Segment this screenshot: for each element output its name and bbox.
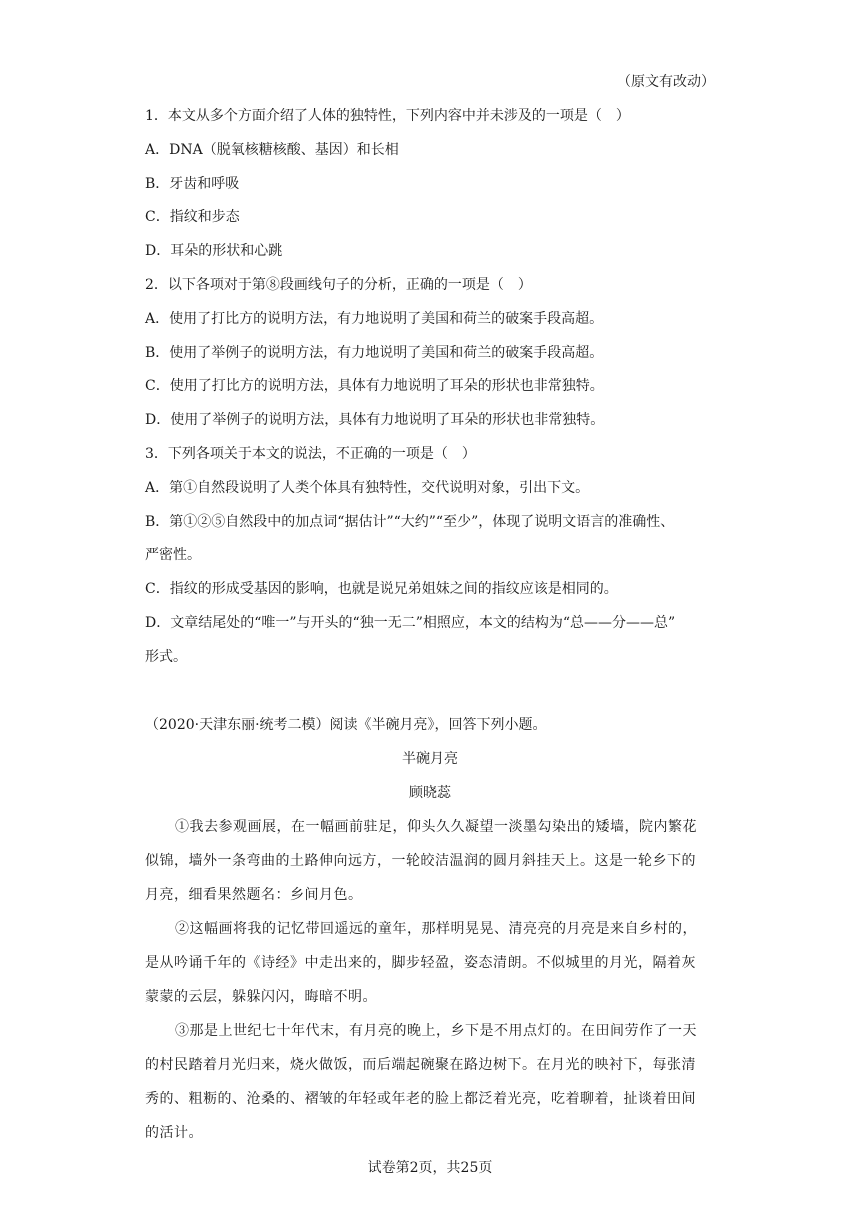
paragraph-3-line-2: 的村民踏着月光归来，烧火做饭，而后端起碗聚在路边树下。在月光的映衬下，每张清	[145, 1057, 696, 1073]
question-3-option-b: B．第①②⑤自然段中的加点词“据估计”“大约”“至少”，体现了说明文语言的准确性、	[145, 514, 675, 530]
page-footer: 试卷第2页，共25页	[367, 1160, 493, 1176]
question-2-stem: 2．以下各项对于第⑧段画线句子的分析，正确的一项是（ ）	[145, 277, 532, 293]
question-2-option-c: C．使用了打比方的说明方法，具体有力地说明了耳朵的形状也非常独特。	[145, 378, 604, 394]
paragraph-1-line-1: ①我去参观画展，在一幅画前驻足，仰头久久凝望一淡墨勾染出的矮墙，院内繁花	[175, 819, 697, 835]
question-1-stem: 1．本文从多个方面介绍了人体的独特性，下列内容中并未涉及的一项是（ ）	[145, 108, 630, 124]
paragraph-3-line-4: 的活计。	[145, 1125, 203, 1141]
paragraph-2-line-2: 是从吟诵千年的《诗经》中走出来的，脚步轻盈，姿态清朗。不似城里的月光，隔着灰	[145, 955, 696, 971]
source-note: （原文有改动）	[617, 74, 715, 90]
question-3-option-c: C．指纹的形成受基因的影响，也就是说兄弟姐妹之间的指纹应该是相同的。	[145, 581, 618, 597]
question-3-option-d-cont: 形式。	[145, 649, 187, 665]
question-1-option-c: C．指纹和步态	[145, 209, 240, 225]
paragraph-1-line-2: 似锦，墙外一条弯曲的土路伸向远方，一轮皎洁温润的圆月斜挂天上。这是一轮乡下的	[145, 853, 696, 869]
paragraph-3-line-3: 秀的、粗粝的、沧桑的、褶皱的年轻或年老的脸上都泛着光亮，吃着聊着，扯谈着田间	[145, 1091, 696, 1107]
question-3-option-b-cont: 严密性。	[145, 547, 201, 563]
paragraph-2-line-1: ②这幅画将我的记忆带回遥远的童年，那样明晃晃、清亮亮的月亮是来自乡村的，	[175, 921, 697, 937]
question-3-option-d: D．文章结尾处的“唯一”与开头的“独一无二”相照应，本文的结构为“总——分——总”	[145, 615, 676, 631]
passage-title: 半碗月亮	[402, 751, 458, 767]
question-3-option-a: A．第①自然段说明了人类个体具有独特性，交代说明对象，引出下文。	[145, 480, 590, 496]
paragraph-2-line-3: 蒙蒙的云层，躲躲闪闪，晦暗不明。	[145, 989, 377, 1005]
question-1-option-b: B．牙齿和呼吸	[145, 176, 240, 192]
question-2-option-a: A．使用了打比方的说明方法，有力地说明了美国和荷兰的破案手段高超。	[145, 311, 604, 327]
question-1-option-a: A．DNA（脱氧核糖核酸、基因）和长相	[145, 142, 399, 158]
question-2-option-b: B．使用了举例子的说明方法，有力地说明了美国和荷兰的破案手段高超。	[145, 345, 604, 361]
question-3-stem: 3．下列各项关于本文的说法，不正确的一项是（ ）	[145, 446, 476, 462]
paragraph-1-line-3: 月亮，细看果然题名：乡间月色。	[145, 887, 363, 903]
reading-intro: （2020·天津东丽·统考二模）阅读《半碗月亮》，回答下列小题。	[145, 717, 547, 733]
passage-author: 顾晓蕊	[409, 785, 451, 801]
question-1-option-d: D．耳朵的形状和心跳	[145, 243, 283, 259]
question-2-option-d: D．使用了举例子的说明方法，具体有力地说明了耳朵的形状也非常独特。	[145, 412, 605, 428]
paragraph-3-line-1: ③那是上世纪七十年代末，有月亮的晚上，乡下是不用点灯的。在田间劳作了一天	[175, 1023, 697, 1039]
